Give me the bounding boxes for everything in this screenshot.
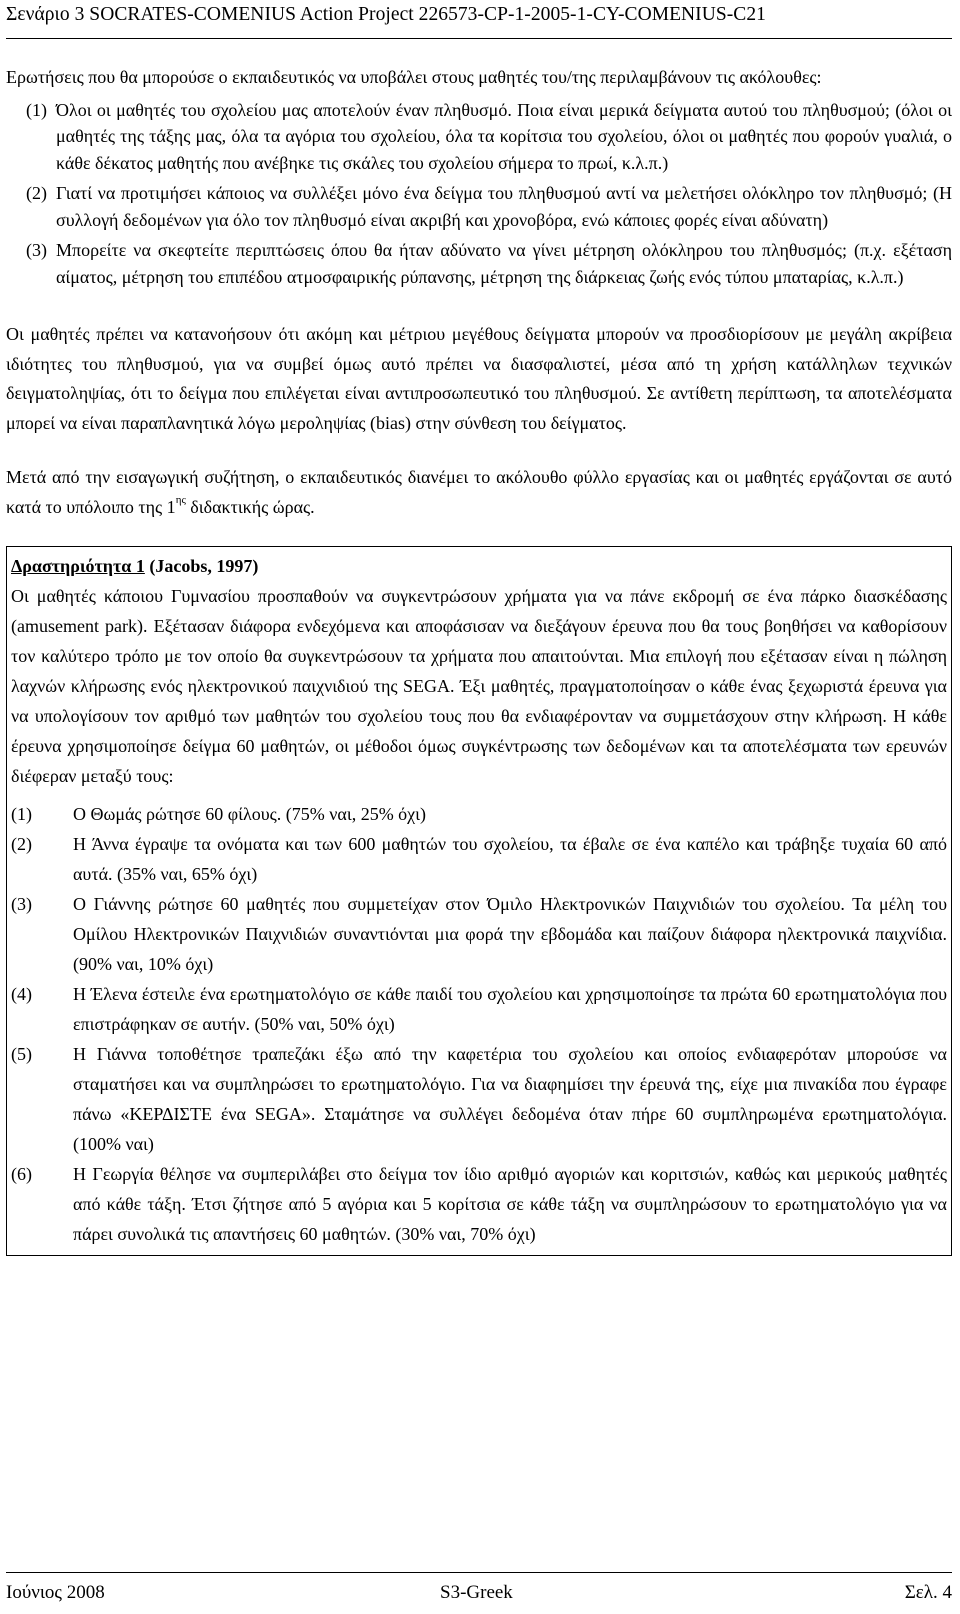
page-content	[6, 64, 952, 1256]
worksheet-paragraph	[6, 462, 952, 522]
footer-page-number: Σελ. 4	[904, 1582, 952, 1603]
activity-source: (Jacobs, 1997)	[144, 556, 259, 576]
ordinal-superscript: ης	[175, 494, 186, 506]
footer-doc-code: S3-Greek	[440, 1582, 513, 1603]
question-number: (2)	[26, 183, 47, 203]
activity-title-text: Δραστηριότητα 1	[11, 556, 145, 576]
survey-number: (4)	[11, 984, 32, 1004]
question-number: (3)	[26, 240, 47, 260]
worksheet-text: Μετά από την εισαγωγική συζήτηση, ο εκπαιδευτικός διανέμει το ακόλουθο φύλλο εργασίας και οι μαθητές εργάζονται σε αυτό κατά το υπόλοιπο της 1	[6, 467, 952, 517]
survey-number: (3)	[11, 894, 32, 914]
survey-text: Ο Γιάννης ρώτησε 60 μαθητές που συμμετείχαν στον Όμιλο Ηλεκτρονικών Παιχνιδιών του σχολείου. Τα μέλη του Ομίλου Ηλεκτρονικών Παιχνιδιών συναντιόνται μια φορά την εβδομάδα και παίζουν διάφορα ηλεκτρονικά παιχνίδια. (90% ναι, 10% όχι)	[73, 894, 947, 974]
question-item	[6, 97, 952, 177]
survey-number: (2)	[11, 834, 32, 854]
sampling-paragraph: Οι μαθητές πρέπει να κατανοήσουν ότι ακόμη και μέτριου μεγέθους δείγματα μπορούν να προσδιορίσουν με μεγάλη ακρίβεια ιδιότητες του πληθυσμού, για να συμβεί όμως αυτό πρέπει να διασφαλιστεί, μέσα από τη χρήση κατάλληλων τεχνικών δειγματοληψίας, ότι το δείγμα που επιλέγεται είναι αντιπροσωπευτικό του πληθυσμού. Σε αντίθετη περίπτωση, τα αποτελέσματα μπορεί να είναι παραπλανητικά λόγω μεροληψίας (bias) στην σύνθεση του δείγματος.	[6, 324, 952, 433]
survey-list	[11, 799, 947, 1249]
activity-box	[6, 546, 952, 1256]
survey-item	[11, 829, 947, 889]
survey-item	[11, 979, 947, 1039]
survey-text: Η Έλενα έστειλε ένα ερωτηματολόγιο σε κάθε παιδί του σχολείου και χρησιμοποίησε τα πρώτα 60 ερωτηματολόγια που επιστράφηκαν σε αυτήν. (50% ναι, 50% όχι)	[73, 984, 947, 1034]
header-divider	[6, 38, 952, 39]
survey-text: Η Γιάννα τοποθέτησε τραπεζάκι έξω από την καφετέρια του σχολείου και οποίος ενδιαφερόταν μπορούσε να σταματήσει και να συμπληρώσει το ερωτηματολόγιο. Για να διαφημίσει την έρευνά της, είχε μια πινακίδα που έγραφε πάνω «ΚΕΡΔΙΣΤΕ ένα SEGA». Σταμάτησε να συλλέγει δεδομένα όταν πήρε 60 συμπληρωμένα ερωτηματολόγια. (100% ναι)	[73, 1044, 947, 1154]
survey-item	[11, 1039, 947, 1159]
activity-title	[11, 551, 947, 581]
question-item	[6, 180, 952, 233]
question-item	[6, 237, 952, 290]
survey-text: Ο Θωμάς ρώτησε 60 φίλους. (75% ναι, 25% όχι)	[73, 804, 427, 824]
survey-number: (1)	[11, 804, 32, 824]
survey-item	[11, 1159, 947, 1249]
question-text: Όλοι οι μαθητές του σχολείου μας αποτελούν έναν πληθυσμό. Ποια είναι μερικά δείγματα αυτού του πληθυσμού; (όλοι οι μαθητές της τάξης μας, όλα τα αγόρια του σχολείου, όλα τα κορίτσια του σχολείου, όλοι οι μαθητές που φορούν γυαλιά, ο κάθε δέκατος μαθητής που ανέβηκε τις σκάλες του σχολείου σήμερα το πρωί, κ.λ.π.)	[56, 99, 952, 173]
question-list	[6, 97, 952, 291]
question-number: (1)	[26, 99, 47, 120]
question-text: Γιατί να προτιμήσει κάποιος να συλλέξει μόνο ένα δείγμα του πληθυσμού αντί να μελετήσει ολόκληρο τον πληθυσμό; (Η συλλογή δεδομένων για όλο τον πληθυσμό είναι ακριβή και χρονοβόρα, ενώ κάποιες φορές είναι αδύνατη)	[56, 183, 952, 230]
survey-item	[11, 889, 947, 979]
footer-date: Ιούνιος 2008	[6, 1582, 105, 1603]
question-text: Μπορείτε να σκεφτείτε περιπτώσεις όπου θα ήταν αδύνατο να γίνει μέτρηση ολόκληρου του πληθυσμός; (π.χ. εξέταση αίματος, μέτρηση του επιπέδου ατμοσφαιρικής ρύπανσης, μέτρηση της διάρκειας ζωής ενός τύπου μπαταρίας, κ.λ.π.)	[56, 240, 952, 287]
page-header: Σενάριο 3 SOCRATES-COMENIUS Action Project 226573-CP-1-2005-1-CY-COMENIUS-C21	[6, 4, 766, 25]
intro-paragraph: Ερωτήσεις που θα μπορούσε ο εκπαιδευτικός να υποβάλει στους μαθητές του/της περιλαμβάνουν τις ακόλουθες:	[6, 67, 822, 87]
survey-text: Η Γεωργία θέλησε να συμπεριλάβει στο δείγμα τον ίδιο αριθμό αγοριών και κοριτσιών, καθώς και μερικούς μαθητές από κάθε τάξη. Έτσι ζήτησε από 5 αγόρια και 5 κορίτσια σε κάθε τάξη να συμπληρώσουν το ερωτηματολόγιο για να πάρει συνολικά τις απαντήσεις 60 μαθητών. (30% ναι, 70% όχι)	[73, 1164, 947, 1244]
worksheet-text-end: διδακτικής ώρας.	[185, 497, 315, 517]
survey-text: Η Άννα έγραψε τα ονόματα και των 600 μαθητών του σχολείου, τα έβαλε σε ένα καπέλο και τράβηξε τυχαία 60 από αυτά. (35% ναι, 65% όχι)	[73, 834, 947, 884]
survey-item	[11, 799, 947, 829]
survey-number: (5)	[11, 1044, 32, 1064]
activity-body: Οι μαθητές κάποιου Γυμνασίου προσπαθούν να συγκεντρώσουν χρήματα για να πάνε εκδρομή σε ένα πάρκο διασκέδασης (amusement park). Εξέτασαν διάφορα ενδεχόμενα και αποφάσισαν να διεξάγουν έρευνα που θα τους βοηθήσει να καθορίσουν τον καλύτερο τρόπο με τον οποίο θα συγκεντρώσουν τα χρήματα που απαιτούνται. Μια επιλογή που εξέτασαν είναι η πώληση λαχνών κλήρωσης ενός ηλεκτρονικού παιχνιδιού της SEGA. Έξι μαθητές, πραγματοποίησαν ο κάθε ένας ξεχωριστά έρευνα για να υπολογίσουν τον αριθμό των μαθητών του σχολείου τους που θα ενδιαφέρονταν να συμμετάσχουν στην κλήρωση. Η κάθε έρευνα χρησιμοποίησε δείγμα 60 μαθητών, οι μέθοδοι όμως συγκέντρωσης των δεδομένων και τα αποτελέσματα των ερευνών διέφεραν μεταξύ τους:	[11, 586, 947, 786]
footer-divider	[6, 1572, 952, 1573]
survey-number: (6)	[11, 1164, 32, 1184]
